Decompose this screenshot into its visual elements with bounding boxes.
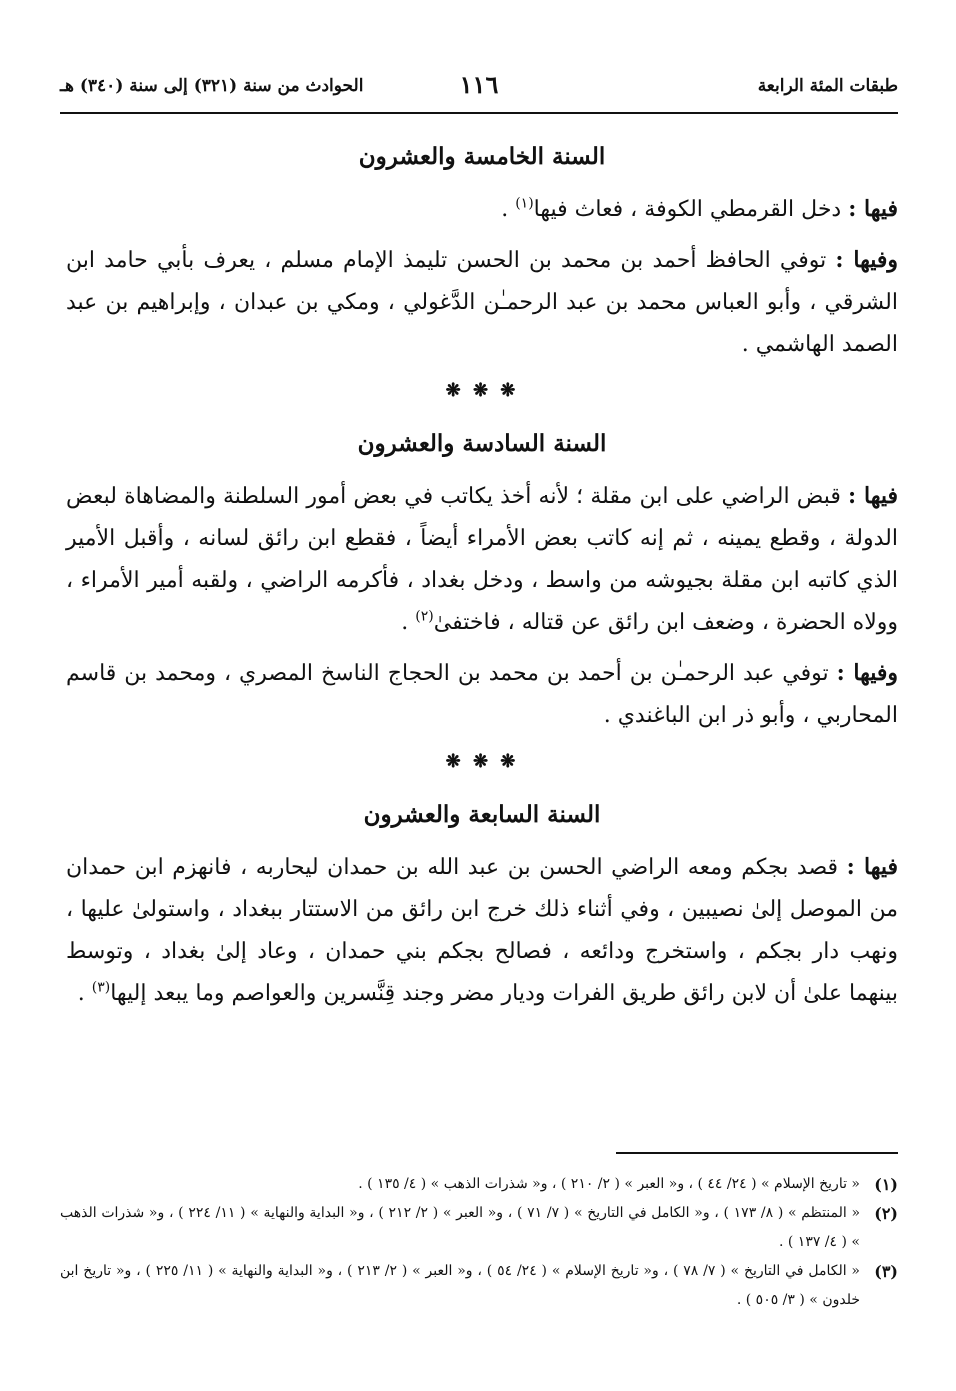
paragraph-lead: فيها : <box>846 854 898 880</box>
paragraph-lead: وفيها : <box>836 660 898 686</box>
header-divider <box>60 112 898 114</box>
section-heading-year-25: السنة الخامسة والعشرون <box>358 143 606 170</box>
footnote-text: « الكامل في التاريخ » ( ٧/ ٧٨ ) ، و« تاريخ الإسلام » ( ٢٤/ ٥٤ ) ، و« العبر » ( ٢/ ٢١٣ ) ، و« البداية والنهاية » ( ١١/ ٢٢٥ ) ، و« تاريخ ابن خلدون » ( ٣/ ٥٠٥ ) . <box>60 1263 860 1308</box>
paragraph-text: توفي عبد الرحمـٰن بن أحمد بن محمد بن الحجاج الناسخ المصري ، ومحمد بن قاسم المحاربي ، وأبو ذر ابن الباغندي . <box>66 661 898 728</box>
main-text <box>66 138 898 1023</box>
footnote-number: (٣) <box>874 1262 898 1281</box>
footnote-number: (١) <box>874 1175 898 1194</box>
footnotes <box>60 1170 898 1315</box>
paragraph <box>66 239 898 366</box>
paragraph <box>66 846 898 1015</box>
footnote-text: « المنتظم » ( ٨/ ١٧٣ ) ، و« الكامل في التاريخ » ( ٧/ ٧١ ) ، و« العبر » ( ٢/ ٢١٢ ) ، و« البداية والنهاية » ( ١١/ ٢٢٤ ) ، و« شذرات الذهب » ( ٤/ ١٣٧ ) . <box>60 1205 861 1250</box>
section-heading-year-26: السنة السادسة والعشرون <box>357 430 607 457</box>
paragraph <box>66 652 898 737</box>
footnote-ref[interactable]: (٢) <box>415 608 434 625</box>
footnote-divider <box>616 1152 898 1154</box>
paragraph-lead: فيها : <box>848 196 898 222</box>
paragraph <box>66 188 898 231</box>
page-number: ١١٦ <box>459 70 499 99</box>
chapter-range: الحوادث من سنة (٣٢١) إلى سنة (٣٤٠) هـ <box>60 76 364 96</box>
paragraph-tail: . <box>401 610 416 635</box>
paragraph-text: قصد بجكم ومعه الراضي الحسن بن عبد الله بن حمدان ليحاربه ، فانهزم ابن حمدان من الموصل إلىٰ نصيبين ، وفي أثناء ذلك خرج ابن رائق من الاستتار ببغداد ، واستولىٰ عليها ، ونهب دار بجكم ، واستخرج ودائعه ، فصالح بجكم بني حمدان ، وعاد إلىٰ بغداد ، وتوسط بينهما علىٰ أن لابن رائق طريق الفرات وديار مضر وجند قِنَّسرين والعواصم وما يبعد إليها <box>66 855 898 1006</box>
section-separator: ❋ ❋ ❋ <box>445 380 519 401</box>
paragraph-tail: . <box>501 197 516 222</box>
running-header <box>60 70 898 104</box>
paragraph-text: توفي الحافظ أحمد بن محمد بن الحسن تليمذ الإمام مسلم ، يعرف بأبي حامد ابن الشرقي ، وأبو العباس محمد بن عبد الرحمـٰن الدَّغولي ، ومكي بن عبدان ، وإبراهيم بن عبد الصمد الهاشمي . <box>66 248 898 357</box>
paragraph-text: قبض الراضي على ابن مقلة ؛ لأنه أخذ يكاتب في بعض أمور السلطنة والمضاهاة لبعض الدولة ، وقطع يمينه ، ثم إنه كاتب بعض الأمراء أيضاً ، فقطع ابن رائق لسانه ، وأقبل الأمير الذي كاتبه ابن مقلة بجيوشه من واسط ، ودخل بغداد ، فأكرمه الراضي ، ولقبه أمير الأمراء ، وولاه الحضرة ، وضعف ابن رائق عن قتاله ، فاختفىٰ <box>66 484 898 635</box>
footnote-item <box>60 1257 898 1315</box>
footnote-number: (٢) <box>874 1204 898 1223</box>
book-title: طبقات المئة الرابعة <box>757 76 898 96</box>
paragraph-text: دخل القرمطي الكوفة ، فعاث فيها <box>533 197 849 222</box>
paragraph-lead: فيها : <box>848 483 898 509</box>
footnote-text: « تاريخ الإسلام » ( ٢٤/ ٤٤ ) ، و« العبر » ( ٢/ ٢١٠ ) ، و« شذرات الذهب » ( ٤/ ١٣٥ ) . <box>358 1176 860 1192</box>
paragraph-lead: وفيها : <box>835 247 898 273</box>
section-separator: ❋ ❋ ❋ <box>445 751 519 772</box>
footnote-ref[interactable]: (٣) <box>91 979 111 996</box>
footnote-item <box>60 1199 898 1257</box>
paragraph <box>66 475 898 644</box>
paragraph-tail: . <box>77 981 92 1006</box>
footnote-ref[interactable]: (١) <box>515 195 534 212</box>
section-heading-year-27: السنة السابعة والعشرون <box>363 801 601 828</box>
footnote-item <box>60 1170 898 1199</box>
